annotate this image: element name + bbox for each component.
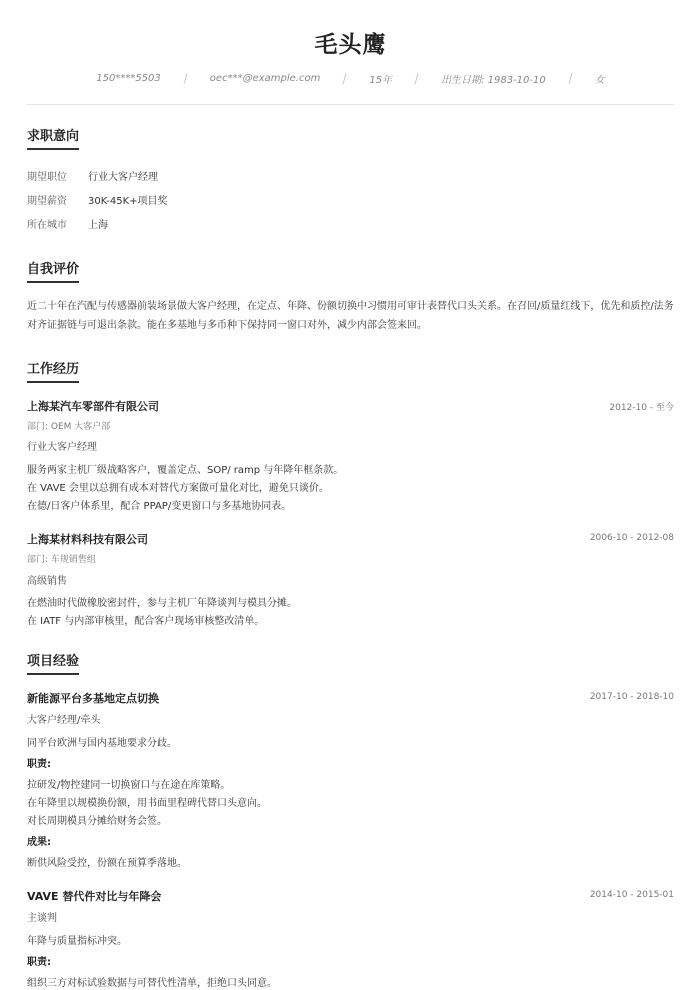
email: oec***@example.com [209,73,321,84]
work-detail-line: 在 IATF 与内部审核里，配合客户现场审核整改清单。 [27,616,265,627]
project-name: VAVE 替代件对比与年降会 [27,890,162,903]
work-dept: 部门: 车规销售组 [27,555,96,565]
gender: 女 [594,75,605,86]
work-detail-line: 在燃油时代做橡胶密封件，参与主机厂年降谈判与模具分摊。 [27,598,297,609]
contact-bar [27,71,674,86]
intent-value: 30K-45K+项目奖 [88,196,168,207]
project-desc: 同平台欧洲与国内基地要求分歧。 [27,738,177,749]
work-company: 上海某汽车零部件有限公司 [27,400,159,413]
project-duty-line: 在年降里以规模换份额，用书面里程碑代替口头意向。 [27,798,267,809]
divider [183,73,187,84]
section-underline [27,381,79,383]
work-role: 行业大客户经理 [27,442,97,453]
birth-date: 出生日期: 1983-10-10 [441,75,546,86]
candidate-name: 毛头鹰 [314,32,387,58]
project-duty-line: 拉研发/物控建同一切换窗口与在途在库策略。 [27,780,231,791]
project-date: 2017-10 - 2018-10 [589,692,674,702]
work-detail-line: 服务两家主机厂级战略客户，覆盖定点、SOP/ ramp 与年降年框条款。 [27,465,344,476]
duty-label: 职责: [27,957,51,968]
work-role: 高级销售 [27,576,67,587]
divider [343,73,347,84]
section-underline [27,673,79,675]
intent-row-position [27,168,158,183]
work-dept: 部门: OEM 大客户部 [27,422,111,432]
section-title-work: 工作经历 [27,362,80,377]
intent-row-salary [27,192,168,207]
duty-label: 职责: [27,759,51,770]
work-detail-line: 在德/日客户体系里，配合 PPAP/变更窗口与多基地协同表。 [27,501,292,512]
self-evaluation-text: 近二十年在汽配与传感器前装场景做大客户经理，在定点、年降、份额切换中习惯用可审计表替代口头关系。在召回/质量红线下，优先和质控/法务对齐证据链与可退出条款。能在多基地与多币种下保持同一窗口对外，减少内部会签来回。 [27,301,674,331]
section-title-projects: 项目经验 [27,654,80,669]
divider [415,73,419,84]
phone: 150****5503 [96,73,161,84]
section-underline [27,148,79,150]
project-duty-line: 对长周期模具分摊给财务会签。 [27,816,167,827]
section-title-intent: 求职意向 [27,129,80,144]
work-detail-line: 在 VAVE 会里以总拥有成本对替代方案做可量化对比，避免只谈价。 [27,483,329,494]
intent-value: 上海 [88,220,108,231]
work-date: 2012-10 - 至今 [609,403,674,413]
header-divider [27,104,674,105]
project-date: 2014-10 - 2015-01 [589,890,674,900]
intent-value: 行业大客户经理 [88,172,158,183]
intent-row-city [27,216,108,231]
intent-key: 期望薪资 [27,196,67,207]
work-company: 上海某材料科技有限公司 [27,533,148,546]
section-underline [27,281,79,283]
intent-key: 所在城市 [27,220,67,231]
project-role: 大客户经理/牵头 [27,715,101,726]
project-duty-line: 组织三方对标试验数据与可替代性清单，拒绝口头同意。 [27,978,277,989]
divider [568,73,572,84]
intent-key: 期望职位 [27,172,67,183]
project-name: 新能源平台多基地定点切换 [27,692,159,705]
work-date: 2006-10 - 2012-08 [589,533,674,543]
result-label: 成果: [27,837,51,848]
experience-years: 15年 [369,75,393,86]
project-desc: 年降与质量指标冲突。 [27,936,127,947]
section-title-self: 自我评价 [27,262,80,277]
project-result: 断供风险受控，份额在预算季落地。 [27,858,187,869]
project-role: 主谈判 [27,913,57,924]
